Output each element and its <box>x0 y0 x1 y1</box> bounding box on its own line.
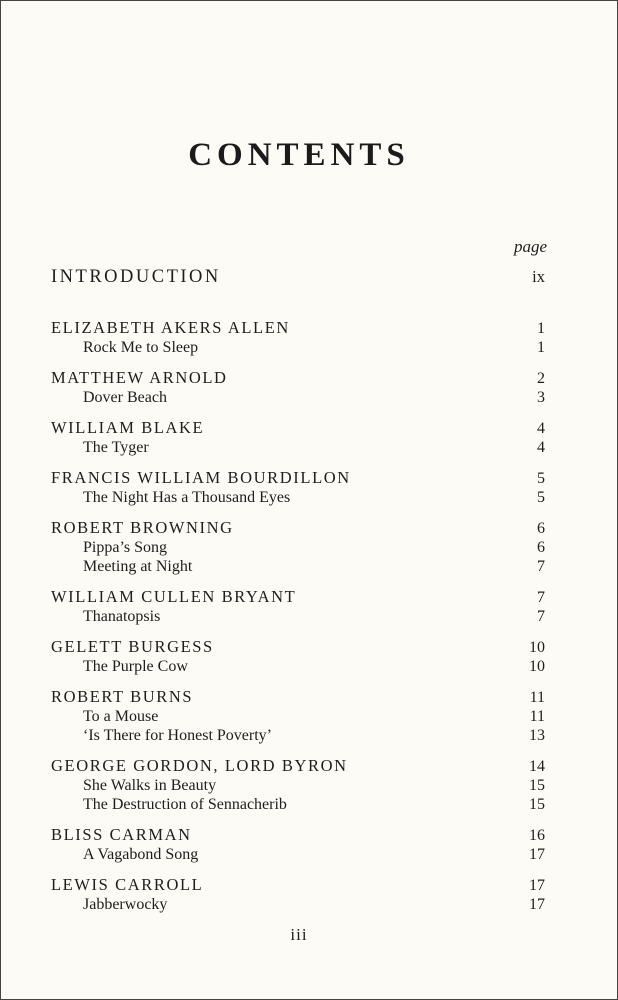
toc-group <box>51 518 547 576</box>
toc-poem-page-number: 5 <box>537 488 545 506</box>
toc-poem <box>51 845 547 864</box>
toc-author-label: ROBERT BURNS <box>51 686 194 706</box>
toc-poem <box>51 795 547 814</box>
toc-group <box>51 687 547 745</box>
toc-group <box>51 318 547 357</box>
introduction-row <box>51 267 547 288</box>
toc-author <box>51 587 547 607</box>
folio-page-number: iii <box>290 924 308 944</box>
toc-poem <box>51 707 547 726</box>
introduction-page-number: ix <box>532 266 545 286</box>
toc-poem-page-number: 11 <box>529 707 545 725</box>
toc-group <box>51 418 547 457</box>
toc-author <box>51 687 547 707</box>
toc-poem-label: Thanatopsis <box>83 607 161 625</box>
toc-poem-page-number: 6 <box>537 538 545 556</box>
toc-poem <box>51 557 547 576</box>
toc-poem-label: The Purple Cow <box>83 657 188 675</box>
toc-author-page-number: 7 <box>537 588 545 606</box>
toc-poem-page-number: 1 <box>537 338 545 356</box>
toc-poem <box>51 538 547 557</box>
toc-author <box>51 468 547 488</box>
toc-author-label: FRANCIS WILLIAM BOURDILLON <box>51 467 351 487</box>
page-content <box>1 137 617 945</box>
toc-poem-page-number: 3 <box>537 388 545 406</box>
toc-poem-page-number: 7 <box>537 607 545 625</box>
toc-poem <box>51 488 547 507</box>
toc-author <box>51 825 547 845</box>
toc-poem-page-number: 10 <box>529 657 545 675</box>
toc-group <box>51 587 547 626</box>
toc-author-page-number: 2 <box>537 369 545 387</box>
toc-poem <box>51 895 547 914</box>
toc-author-label: ROBERT BROWNING <box>51 517 234 537</box>
toc-poem-page-number: 15 <box>529 776 545 794</box>
toc-author <box>51 418 547 438</box>
toc-author-page-number: 5 <box>537 469 545 487</box>
toc-list <box>51 318 547 914</box>
toc-poem-label: Dover Beach <box>83 388 167 406</box>
toc-author-label: WILLIAM BLAKE <box>51 417 205 437</box>
toc-group <box>51 756 547 814</box>
toc-author-page-number: 1 <box>537 319 545 337</box>
toc-author-label: GEORGE GORDON, LORD BYRON <box>51 755 348 775</box>
toc-author <box>51 518 547 538</box>
toc-poem-label: To a Mouse <box>83 707 159 725</box>
toc-poem-label: She Walks in Beauty <box>83 776 217 794</box>
introduction-label: INTRODUCTION <box>51 266 221 287</box>
toc-author-page-number: 11 <box>529 688 545 706</box>
toc-poem-label: The Destruction of Sennacherib <box>83 795 287 813</box>
toc-author-page-number: 16 <box>529 826 545 844</box>
toc-poem-page-number: 4 <box>537 438 545 456</box>
toc-poem <box>51 438 547 457</box>
toc-poem-page-number: 17 <box>529 845 545 863</box>
toc-group <box>51 468 547 507</box>
toc-author-page-number: 4 <box>537 419 545 437</box>
page-title: CONTENTS <box>188 137 410 173</box>
toc-poem-label: Meeting at Night <box>83 557 193 575</box>
toc-author-label: ELIZABETH AKERS ALLEN <box>51 317 290 337</box>
toc-author-page-number: 14 <box>529 757 545 775</box>
toc-group <box>51 875 547 914</box>
toc-poem <box>51 726 547 745</box>
toc-poem <box>51 338 547 357</box>
toc-poem-label: Jabberwocky <box>83 895 168 913</box>
toc-poem <box>51 388 547 407</box>
toc-group <box>51 637 547 676</box>
toc-poem-label: ‘Is There for Honest Poverty’ <box>83 726 272 744</box>
toc-group <box>51 825 547 864</box>
toc-author-label: GELETT BURGESS <box>51 636 214 656</box>
page-column-label: page <box>513 236 547 256</box>
toc-author <box>51 875 547 895</box>
toc-author <box>51 637 547 657</box>
toc-poem-label: Rock Me to Sleep <box>83 338 199 356</box>
toc-poem <box>51 776 547 795</box>
toc-author-page-number: 17 <box>529 876 545 894</box>
toc-author <box>51 368 547 388</box>
toc-poem-label: A Vagabond Song <box>83 845 199 863</box>
toc-author-label: WILLIAM CULLEN BRYANT <box>51 586 297 606</box>
toc-poem-page-number: 13 <box>529 726 545 744</box>
toc-poem <box>51 607 547 626</box>
toc-poem-page-number: 17 <box>529 895 545 913</box>
toc-author <box>51 756 547 776</box>
toc-author-label: MATTHEW ARNOLD <box>51 367 228 387</box>
toc-author <box>51 318 547 338</box>
toc-poem-label: The Tyger <box>83 438 149 456</box>
toc-poem-label: The Night Has a Thousand Eyes <box>83 488 291 506</box>
toc-author-label: LEWIS CARROLL <box>51 874 204 894</box>
toc-poem-page-number: 7 <box>537 557 545 575</box>
toc-poem-page-number: 15 <box>529 795 545 813</box>
toc-author-label: BLISS CARMAN <box>51 824 192 844</box>
toc-author-page-number: 10 <box>529 638 545 656</box>
toc-group <box>51 368 547 407</box>
toc-poem-label: Pippa’s Song <box>83 538 168 556</box>
toc-author-page-number: 6 <box>537 519 545 537</box>
toc-poem <box>51 657 547 676</box>
